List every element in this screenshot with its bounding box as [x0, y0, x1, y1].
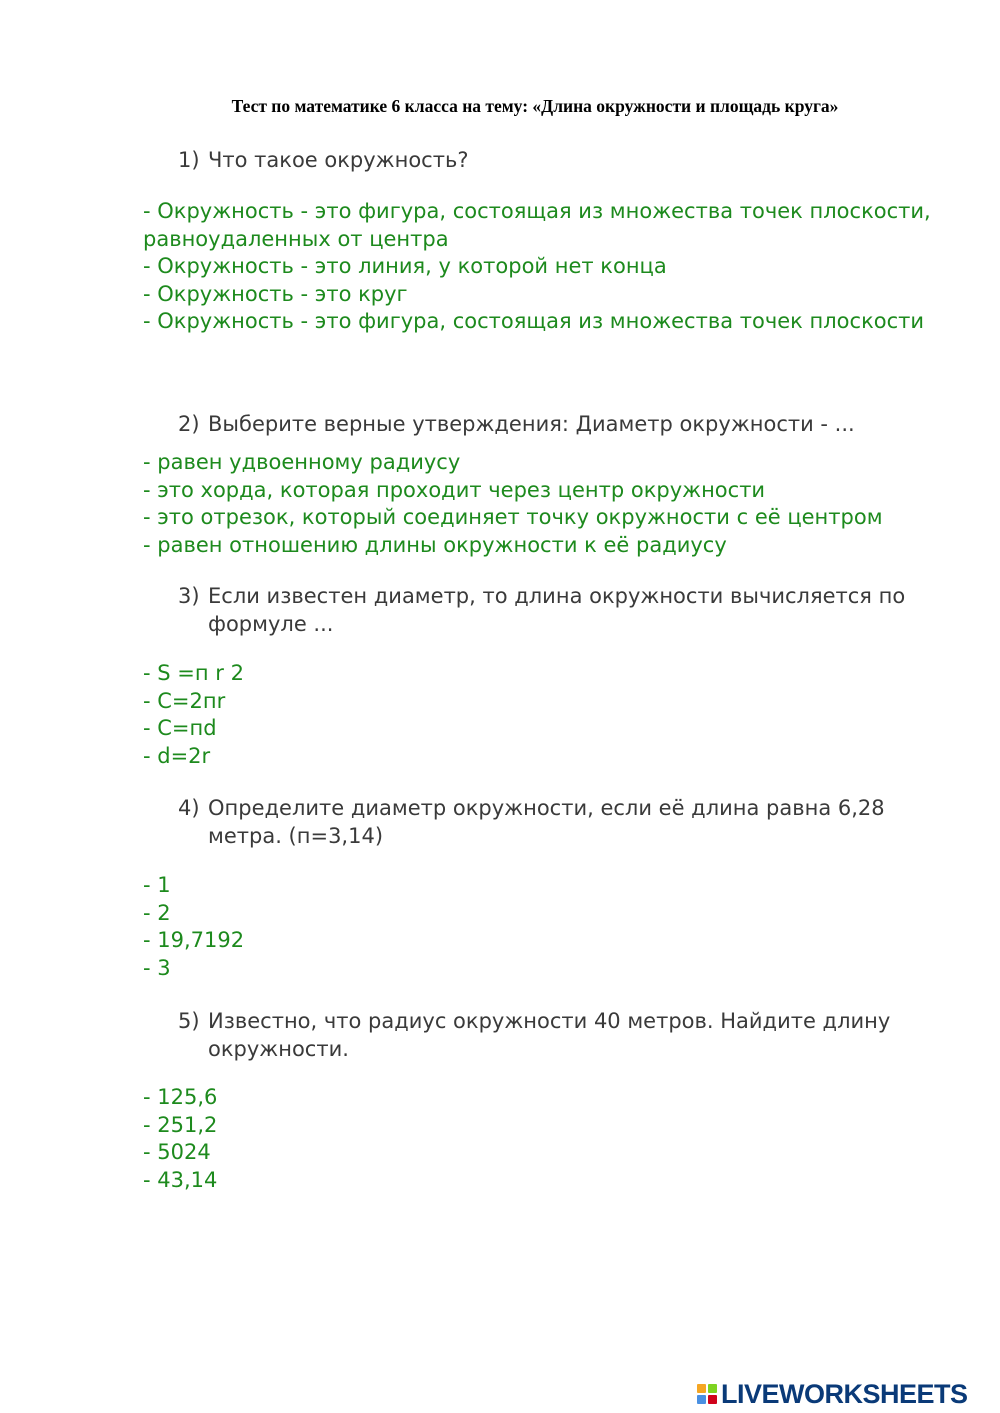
answer-option[interactable]: - равен отношению длины окружности к её радиусу	[143, 532, 727, 557]
logo-square	[697, 1384, 706, 1393]
liveworksheets-logo	[697, 1379, 968, 1409]
answer-option[interactable]: - 251,2	[143, 1112, 218, 1137]
question-text: Если известен диаметр, то длина окружности вычисляется по формуле ...	[208, 584, 906, 636]
answer-option[interactable]: - C=2пr	[143, 688, 226, 713]
answer-option[interactable]: - Окружность - это круг	[143, 281, 408, 306]
answer-option[interactable]: - это отрезок, который соединяет точку окружности с её центром	[143, 505, 883, 530]
question-text: Определите диаметр окружности, если её длина равна 6,28 метра. (п=3,14)	[208, 796, 885, 848]
question-number: 2)	[178, 412, 200, 436]
question-number: 4)	[178, 796, 200, 820]
question-text: Известно, что радиус окружности 40 метров. Найдите длину окружности.	[208, 1009, 891, 1061]
question-3	[178, 582, 938, 638]
answer-option[interactable]: - 3	[143, 955, 171, 980]
answer-option[interactable]: - 43,14	[143, 1167, 218, 1192]
answer-list-4	[143, 872, 943, 982]
answer-option[interactable]: - Окружность - это линия, у которой нет конца	[143, 254, 667, 279]
question-1	[178, 146, 938, 174]
liveworksheets-logo-icon	[697, 1384, 717, 1404]
answer-option[interactable]: - S =п r 2	[143, 661, 244, 685]
answer-list-1	[143, 198, 943, 336]
question-4	[178, 794, 938, 850]
logo-square	[708, 1384, 717, 1393]
question-number: 5)	[178, 1009, 200, 1033]
answer-option[interactable]: - это хорда, которая проходит через центр окружности	[143, 477, 766, 502]
answer-option[interactable]: - 19,7192	[143, 928, 245, 953]
question-text: Что такое окружность?	[208, 148, 469, 172]
worksheet-title: Тест по математике 6 класса на тему: «Длина окружности и площадь круга»	[231, 96, 839, 116]
answer-option[interactable]: - равен удвоенному радиусу	[143, 450, 461, 474]
answer-option[interactable]: - d=2r	[143, 743, 211, 768]
answer-option[interactable]: - Окружность - это фигура, состоящая из множества точек плоскости	[143, 309, 925, 334]
answer-option[interactable]: - 125,6	[143, 1085, 218, 1109]
question-number: 3)	[178, 584, 200, 608]
answer-list-5	[143, 1084, 943, 1194]
answer-option[interactable]: - 1	[143, 873, 171, 897]
answer-list-2	[143, 449, 943, 559]
answer-option[interactable]: - Окружность - это фигура, состоящая из множества точек плоскости, равноудаленных от центра	[143, 199, 931, 251]
logo-square	[708, 1395, 717, 1404]
question-2	[178, 410, 938, 438]
question-5	[178, 1007, 938, 1063]
answer-option[interactable]: - C=пd	[143, 716, 217, 741]
logo-square	[697, 1395, 706, 1404]
answer-option[interactable]: - 5024	[143, 1140, 211, 1165]
answer-option[interactable]: - 2	[143, 900, 171, 925]
question-number: 1)	[178, 148, 200, 172]
answer-list-3	[143, 660, 943, 770]
question-text: Выберите верные утверждения: Диаметр окружности - ...	[208, 412, 855, 436]
logo-text: LIVEWORKSHEETS	[721, 1378, 968, 1409]
